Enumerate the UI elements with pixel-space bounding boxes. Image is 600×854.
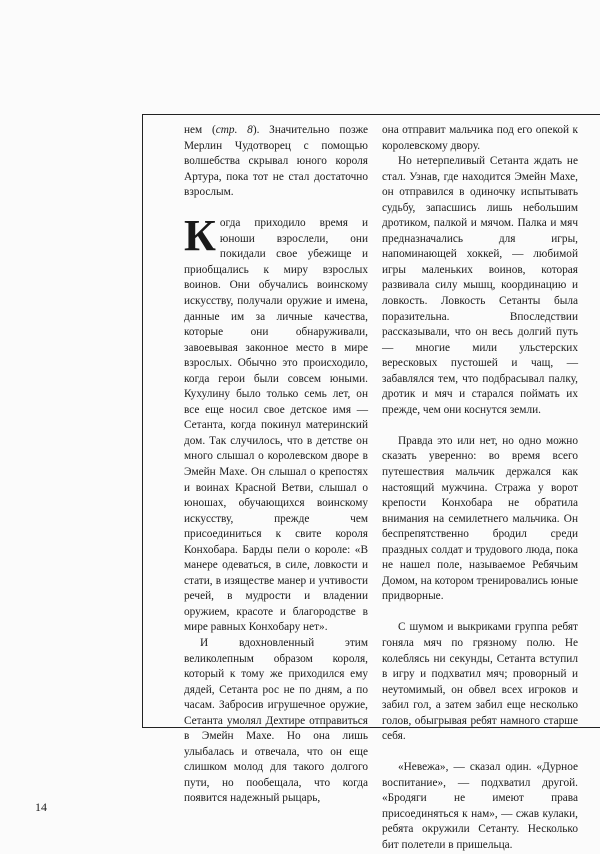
right-paragraph-5: «Невежа», — сказал один. «Дурное воспитание», — подхватил другой. «Бродяги не имеют права присоединяться к нам», — сжав кулаки, ребята окружили Сетанту. Несколько бит полетели в пришельца. <box>382 761 578 852</box>
page-number: 14 <box>35 800 47 814</box>
p1-before-ref: нем ( <box>184 124 216 136</box>
left-paragraph-2 <box>184 211 368 636</box>
right-paragraph-4: С шумом и выкриками группа ребят гоняла мяч по грязному полю. Не колеблясь ни секунды, Сетанта вступил в игру и подхватил мяч; проворный и неутомимый, он обвел всех игроков и забил гол, а затем забил еще несколько голов, обыгрывая ребят намного старше себя. <box>382 621 578 743</box>
drop-cap: К <box>184 211 216 261</box>
left-paragraph-3: И вдохновленный этим великолепным образом короля, который к тому же приходился ему дядей, Сетанта рос не по дням, а по часам. Забросив игрушечное оружие, Сетанта умолял Дехтире отправиться в Эмейн Махе. Но она лишь улыбалась и отвечала, что он еще слишком молод для такого долгого пути, но пообещала, что когда появится надежный рыцарь, <box>184 637 368 805</box>
text-frame-left-rule <box>142 114 143 728</box>
left-text-column <box>184 123 368 807</box>
right-paragraph-1: она отправит мальчика под его опекой к королевскому двору. <box>382 124 578 152</box>
text-frame-top-rule <box>142 114 600 115</box>
right-paragraph-2: Но нетерпеливый Сетанта ждать не стал. Узнав, где находится Эмейн Махе, он отправился в одиночку испытывать судьбу, запасшись лишь небольшим дротиком, палкой и мячом. Палка и мяч предназначались для игры, напоминающей хоккей, — любимой игры маленьких воинов, которая развивала силу мышц, координацию и ловкость. Ловкость Сетанты была поразительна. Впоследствии рассказывали, что он весь долгий путь — многие мили ульстерских вересковых пустошей и чащ, — забавлялся тем, что подбрасывал палку, дротик и мяч и старался поймать их прежде, чем они коснутся земли. <box>382 155 578 416</box>
page-reference: стр. 8 <box>215 124 253 136</box>
right-text-column <box>382 123 578 854</box>
left-paragraph-2-text: огда приходило время и юноши взрослели, они покидали свое убежище и приобщались к миру взрослых воинов. Они обучались воинскому искусству, получали оружие и имена, данные им за личные качества, которые они обнаруживали, завоевывая законное место в мире взрослых. Обычно это происходило, когда герои были совсем юными. Кухулину было только семь лет, он все еще носил свое детское имя — Сетанта, когда покинул материнский дом. Так случилось, что в детстве он много слышал о королевском дворе в Эмейн Махе. Он слышал о крепостях и воинах Красной Ветви, слышал о юношах, обучающихся воинскому искусству, прежде чем присоединиться к свите короля Конхобара. Барды пели о короле: «В манере одеваться, в силе, ловкости и стати, в изяществе манер и учтивости речей, в мудрости и владении оружием, красоте и благородстве в мире равных Конхобару нет». <box>184 217 368 634</box>
left-paragraph-1 <box>184 123 368 201</box>
p1-after-ref: ). Значительно позже Мерлин Чудотворец с помощью волшебства скрывал юного короля Артура, пока тот не стал достаточно взрослым. <box>184 124 369 199</box>
right-paragraph-3: Правда это или нет, но одно можно сказать уверенно: во время всего путешествия мальчик держался как настоящий мужчина. Стража у ворот крепости Конхобара не обратила внимания на семилетнего мальчика. Он беспрепятственно бродил среди праздных солдат и трудового люда, пока не нашел поле, называемое Ребячьим Домом, на котором тренировались юные придворные. <box>382 434 578 603</box>
